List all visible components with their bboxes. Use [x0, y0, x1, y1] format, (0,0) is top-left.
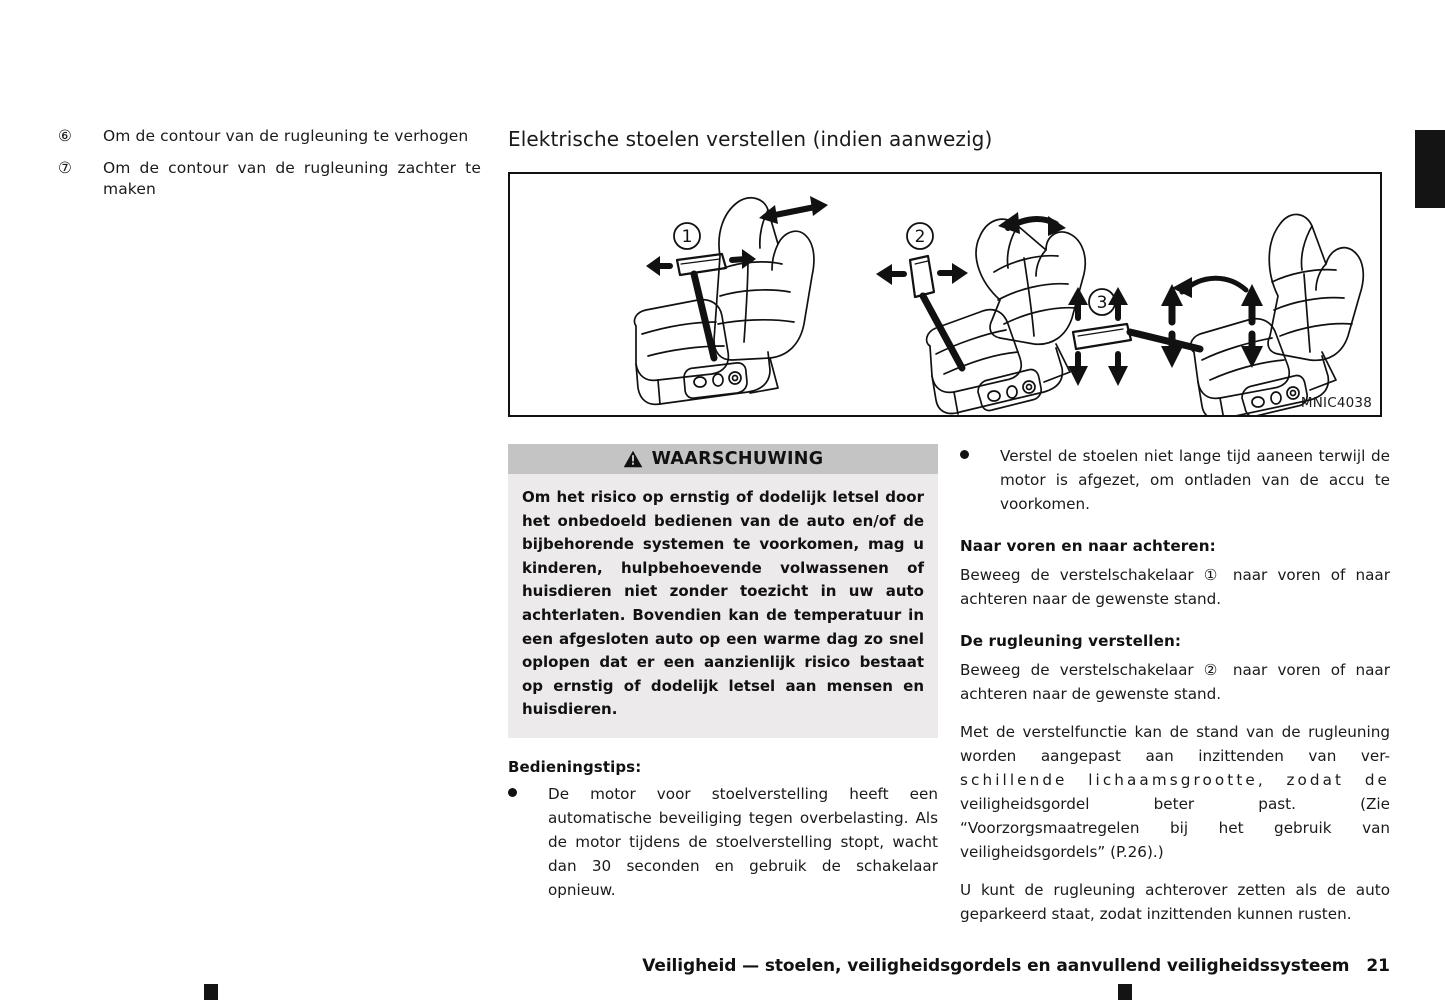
seat-illustration — [510, 174, 1380, 415]
footer-page-number: 21 — [1366, 956, 1390, 976]
list-item-marker: ⑦ — [58, 158, 72, 177]
section-text-seatback-2 — [960, 720, 1390, 864]
warning-box — [508, 444, 938, 738]
warning-text: Om het risico op ernstig of dodelijk letsel door het onbedoeld bedienen van de auto en/of de bijbehorende systemen te voorkomen, mag u kinderen, hulpbehoevende volwassenen of huisdieren niet zonder toezicht in uw auto achterlaten. Bovendien kan de temperatuur in een afgesloten auto op een warme dag zo snel oplopen dat er een aanzienlijk risico bestaat op ernstig of dodelijk letsel aan mensen en huisdieren. — [522, 488, 924, 719]
content-column-right — [960, 444, 1390, 926]
seatback-text-part-c: veiligheidsgordel beter past. (Zie “Voorzorgsmaatregelen bij het gebruik van veiligheidsgordels” (P.26).) — [960, 795, 1390, 861]
content-column-left — [508, 444, 938, 926]
bullet-icon — [508, 782, 524, 806]
content-columns — [508, 444, 1390, 926]
warning-body — [508, 474, 938, 738]
tips-bullet-text: De motor voor stoelverstelling heeft een automatische beveiliging tegen overbelasting. Als de motor tijdens de stoelverstelling stopt, wacht dan 30 seconden en gebruik de schakelaar opnieuw. — [548, 784, 938, 899]
list-item-marker: ⑥ — [58, 127, 72, 145]
list-item — [508, 782, 938, 902]
page-footer — [0, 956, 1445, 976]
section-text-seatback-1: Beweeg de verstelschakelaar ② naar voren of naar achteren naar de gewenste stand. — [960, 661, 1390, 703]
seatback-text-part-a: Met de verstelfunctie kan de stand van de rugleuning worden aangepast aan inzittenden van ver- — [960, 723, 1390, 765]
svg-text:2: 2 — [914, 227, 926, 247]
bullet-icon — [960, 444, 976, 468]
main-column — [508, 126, 1390, 926]
svg-text:3: 3 — [1096, 293, 1108, 313]
seatback-text-part-b: schillende lichaamsgrootte, zodat de — [960, 771, 1390, 789]
section-heading-seatback: De rugleuning verstellen: — [960, 632, 1182, 650]
warning-title: WAARSCHUWING — [651, 449, 824, 469]
thumb-index-tab — [1415, 130, 1445, 208]
warning-header — [508, 444, 938, 474]
left-column — [58, 126, 488, 211]
tips-heading: Bedieningstips: — [508, 757, 642, 776]
warning-triangle-icon — [623, 450, 643, 468]
section-text-seatback-3: U kunt de rugleuning achterover zetten als de auto geparkeerd staat, zodat inzittenden kunnen rusten. — [960, 881, 1390, 923]
footer-title: Veiligheid — stoelen, veiligheidsgordels en aanvullend veiligheidssysteem — [642, 956, 1350, 976]
seat-adjustment-figure — [508, 172, 1382, 417]
list-item — [960, 444, 1390, 516]
registration-mark-right — [1118, 984, 1132, 1000]
tips-bullet-text: Verstel de stoelen niet lange tijd aaneen terwijl de motor is afgezet, om ontladen van de accu te voorkomen. — [1000, 447, 1390, 513]
list-item — [58, 126, 488, 148]
column-gutter — [938, 444, 960, 926]
figure-id-label: MNIC4038 — [1300, 395, 1372, 411]
page-title: Elektrische stoelen verstellen (indien aanwezig) — [508, 127, 993, 151]
list-item-label: Om de contour van de rugleuning te verhogen — [103, 127, 469, 145]
section-text-fore-aft: Beweeg de verstelschakelaar ① naar voren of naar achteren naar de gewenste stand. — [960, 566, 1390, 608]
registration-mark-left — [204, 984, 218, 1000]
list-item — [58, 158, 488, 201]
list-item-label: Om de contour van de rugleuning zachter te maken — [103, 158, 481, 198]
section-heading-fore-aft: Naar voren en naar achteren: — [960, 537, 1216, 555]
svg-text:1: 1 — [681, 227, 693, 247]
